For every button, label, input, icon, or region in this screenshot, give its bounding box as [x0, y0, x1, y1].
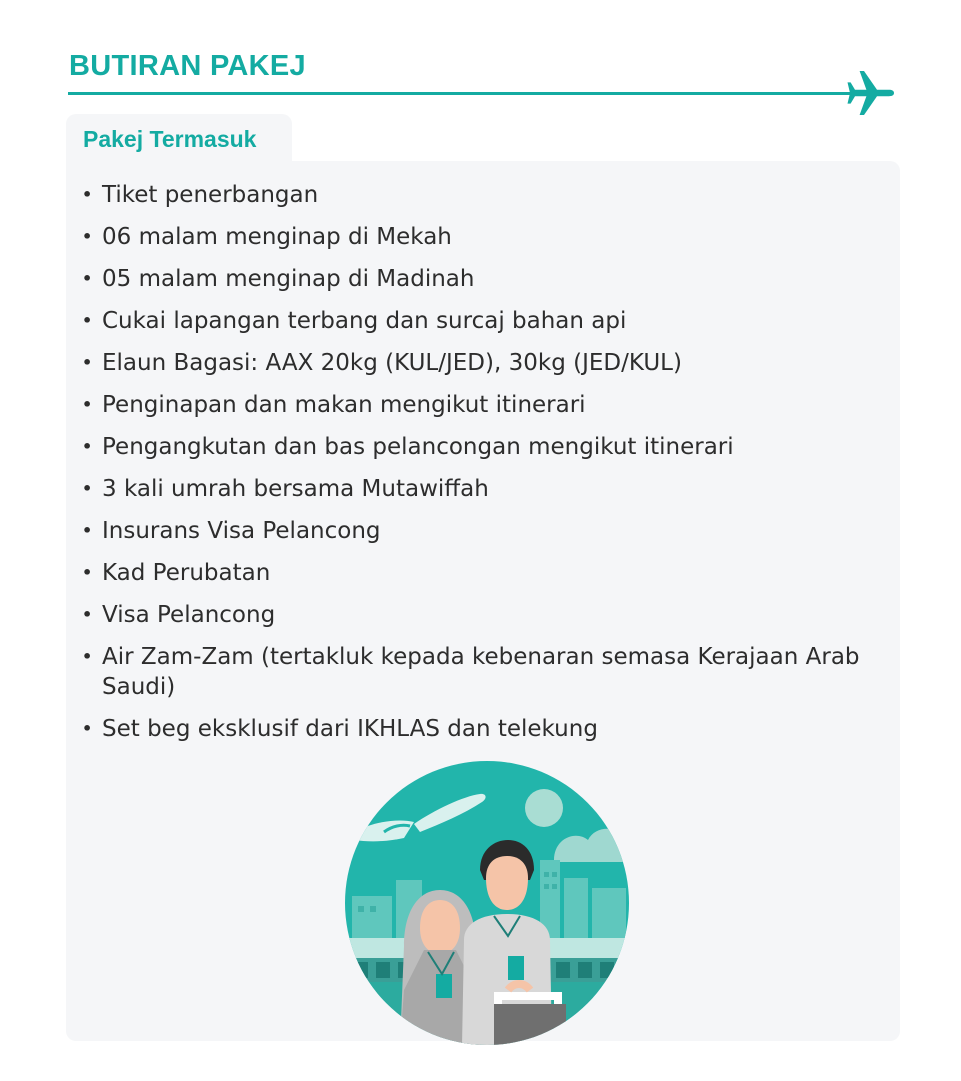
pilgrims-airport-illustration [344, 760, 630, 1046]
list-item-text: 3 kali umrah bersama Mutawiffah [102, 476, 489, 502]
bullet-icon: • [82, 719, 93, 738]
header-divider [68, 92, 858, 95]
bullet-icon: • [82, 185, 93, 204]
list-item [82, 432, 872, 462]
inclusions-list [82, 180, 872, 756]
list-item-text: Penginapan dan makan mengikut itinerari [102, 392, 586, 418]
list-item-text: Air Zam-Zam (tertakluk kepada kebenaran semasa Kerajaan Arab Saudi) [102, 644, 860, 700]
airplane-icon [846, 70, 896, 116]
list-item [82, 348, 872, 378]
list-item-text: Set beg eksklusif dari IKHLAS dan telekung [102, 716, 598, 742]
list-item [82, 306, 872, 336]
bullet-icon: • [82, 227, 93, 246]
list-item-text: Cukai lapangan terbang dan surcaj bahan api [102, 308, 627, 334]
bullet-icon: • [82, 563, 93, 582]
bullet-icon: • [82, 521, 93, 540]
bullet-icon: • [82, 605, 93, 624]
list-item [82, 390, 872, 420]
bullet-icon: • [82, 479, 93, 498]
list-item [82, 264, 872, 294]
list-item [82, 558, 872, 588]
bullet-icon: • [82, 647, 93, 666]
bullet-icon: • [82, 269, 93, 288]
list-item [82, 600, 872, 630]
list-item [82, 180, 872, 210]
tab-label: Pakej Termasuk [83, 126, 257, 152]
list-item [82, 516, 872, 546]
bullet-icon: • [82, 353, 93, 372]
list-item [82, 714, 872, 744]
list-item-text: Visa Pelancong [102, 602, 276, 628]
list-item-text: 06 malam menginap di Mekah [102, 224, 452, 250]
list-item [82, 474, 872, 504]
bullet-icon: • [82, 395, 93, 414]
bullet-icon: • [82, 311, 93, 330]
list-item-text: Insurans Visa Pelancong [102, 518, 381, 544]
bullet-icon: • [82, 437, 93, 456]
list-item-text: Pengangkutan dan bas pelancongan mengikut itinerari [102, 434, 734, 460]
list-item-text: Elaun Bagasi: AAX 20kg (KUL/JED), 30kg (JED/KUL) [102, 350, 682, 376]
list-item-text: 05 malam menginap di Madinah [102, 266, 475, 292]
list-item-text: Kad Perubatan [102, 560, 271, 586]
list-item [82, 642, 872, 702]
page-title: BUTIRAN PAKEJ [69, 50, 306, 82]
list-item [82, 222, 872, 252]
list-item-text: Tiket penerbangan [102, 182, 319, 208]
